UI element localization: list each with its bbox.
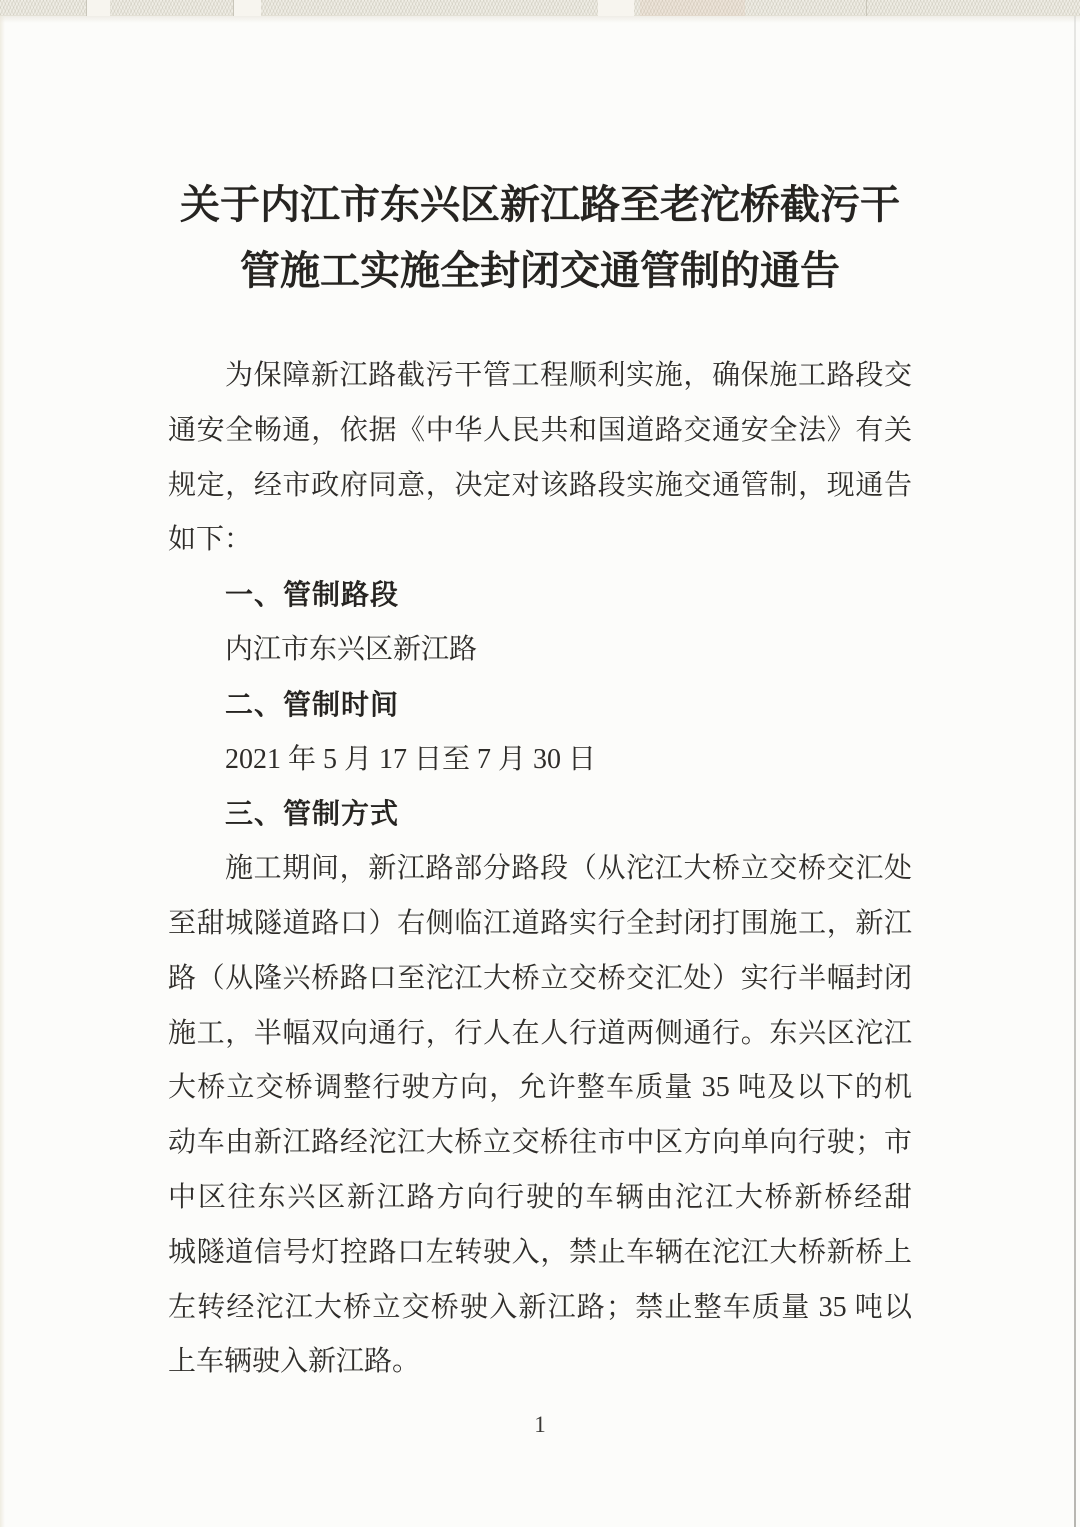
scan-top-edge-texture: [0, 0, 1080, 16]
title-line-1: 关于内江市东兴区新江路至老沱桥截污干: [180, 182, 900, 227]
section-3-line-7: 中区往东兴区新江路方向行驶的车辆由沱江大桥新桥经甜: [168, 1181, 912, 1213]
section-3-line-5: 大桥立交桥调整行驶方向，允许整车质量 35 吨及以下的机: [168, 1072, 912, 1104]
intro-line-4: 如下：: [168, 524, 253, 556]
section-2-heading: 二、管制时间: [225, 688, 400, 720]
section-1-line: 内江市东兴区新江路: [225, 633, 478, 665]
scan-band-gap: [598, 0, 634, 16]
section-3-line-8: 城隧道信号灯控路口左转驶入，禁止车辆在沱江大桥新桥上: [168, 1236, 912, 1268]
intro-line-2: 通安全畅通，依据《中华人民共和国道路交通安全法》有关: [168, 414, 912, 446]
section-3-line-3: 路（从隆兴桥路口至沱江大桥立交桥交汇处）实行半幅封闭: [168, 962, 912, 994]
section-3-line-1: 施工期间，新江路部分路段（从沱江大桥立交桥交汇处: [225, 853, 912, 885]
section-3-line-2: 至甜城隧道路口）右侧临江道路实行全封闭打围施工，新江: [168, 907, 912, 939]
page-number: 1: [534, 1412, 546, 1437]
scan-band-gap: [86, 0, 110, 16]
scan-band-divider: [233, 0, 234, 16]
section-3-line-4: 施工，半幅双向通行，行人在人行道两侧通行。东兴区沱江: [168, 1017, 912, 1049]
intro-line-3: 规定，经市政府同意，决定对该路段实施交通管制，现通告: [168, 469, 912, 501]
section-3-heading: 三、管制方式: [225, 798, 400, 830]
title-line-2: 管施工实施全封闭交通管制的通告: [240, 248, 840, 293]
scan-band-divider: [86, 0, 87, 16]
document-title: [0, 172, 1080, 304]
section-3-line-6: 动车由新江路经沱江大桥立交桥往市中区方向单向行驶；市: [168, 1127, 912, 1159]
section-3-line-10: 上车辆驶入新江路。: [168, 1346, 421, 1378]
scan-band-gap: [233, 0, 261, 16]
scan-band-divider: [866, 0, 867, 16]
document-body: [168, 349, 912, 1390]
scan-band-tint: [640, 0, 745, 16]
section-3-line-9: 左转经沱江大桥立交桥驶入新江路；禁止整车质量 35 吨以: [168, 1291, 912, 1323]
intro-line-1: 为保障新江路截污干管工程顺利实施，确保施工路段交: [225, 360, 912, 391]
section-1-heading: 一、管制路段: [225, 579, 400, 611]
section-2-line: 2021 年 5 月 17 日至 7 月 30 日: [225, 743, 597, 775]
